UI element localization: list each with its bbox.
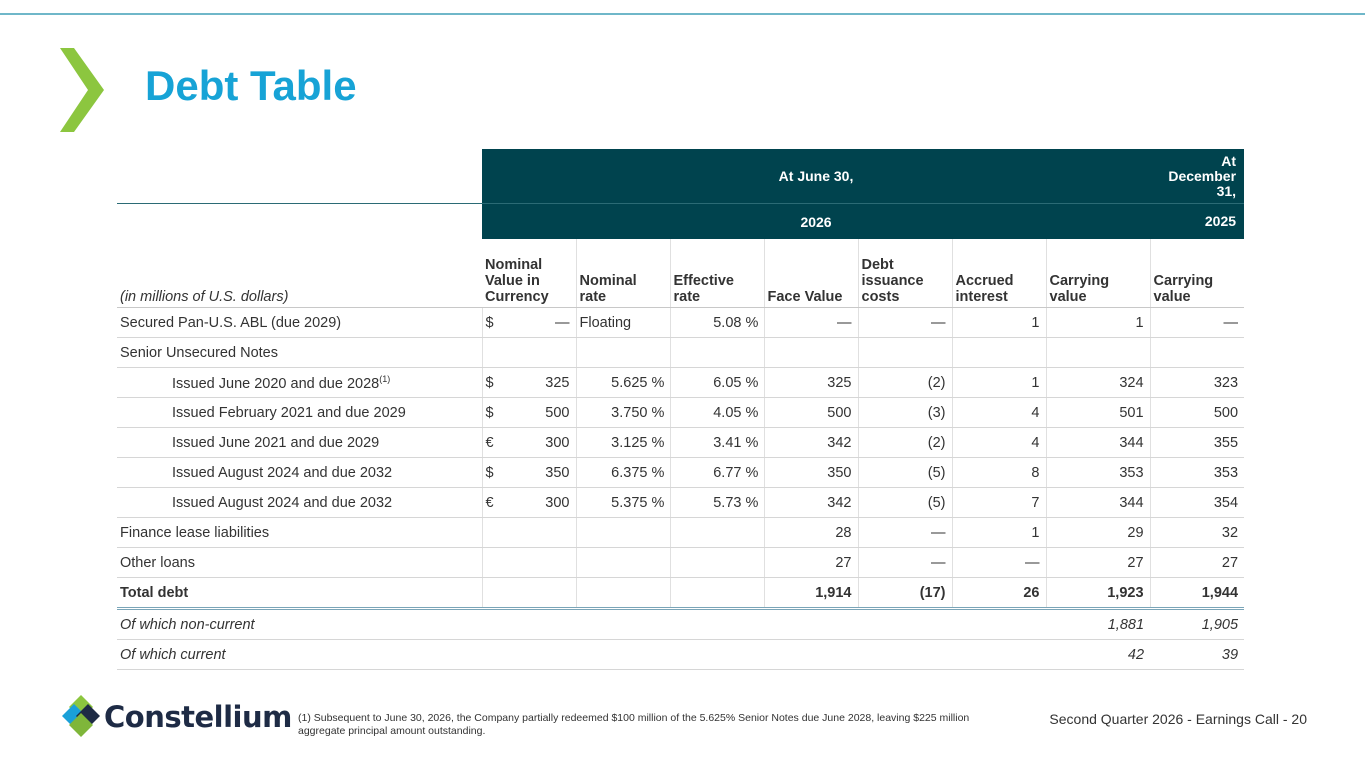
current-row <box>117 640 1244 670</box>
carrying-value: 27 <box>1046 548 1150 578</box>
face-value: — <box>764 308 858 338</box>
current-label: Of which current <box>117 640 1046 670</box>
face-value: 325 <box>764 368 858 398</box>
table-row <box>117 488 1244 518</box>
nominal-rate-cell <box>576 518 670 548</box>
effective-rate-cell <box>670 548 764 578</box>
nominal-rate-cell <box>576 488 670 518</box>
carrying-value: 344 <box>1046 488 1150 518</box>
percent-sign: % <box>745 464 759 481</box>
constellium-logo-icon <box>62 695 100 737</box>
nominal-value: 350 <box>545 464 570 481</box>
column-header: Debt issuance costs <box>858 239 952 308</box>
nominal-value: 300 <box>545 434 570 451</box>
row-label <box>117 458 482 488</box>
carrying-value-prior: 353 <box>1150 458 1244 488</box>
total-row <box>117 578 1244 609</box>
table-row <box>117 548 1244 578</box>
debt-issuance-costs: (2) <box>858 428 952 458</box>
accrued-interest: 4 <box>952 398 1046 428</box>
header-spacer <box>117 149 482 204</box>
total-label: Total debt <box>117 578 482 609</box>
row-label-text: Secured Pan-U.S. ABL (due 2029) <box>120 314 342 331</box>
row-label <box>117 308 482 338</box>
column-header: Carrying value <box>1046 239 1150 308</box>
nominal-rate-cell <box>576 428 670 458</box>
carrying-value: 29 <box>1046 518 1150 548</box>
units-label: (in millions of U.S. dollars) <box>117 239 482 308</box>
accrued-interest: 4 <box>952 428 1046 458</box>
total-face-value: 1,914 <box>764 578 858 609</box>
effective-rate: 5.08 <box>713 314 742 331</box>
face-value: 27 <box>764 548 858 578</box>
row-label-text: Finance lease liabilities <box>120 524 270 541</box>
carrying-value-prior: 354 <box>1150 488 1244 518</box>
currency-symbol: € <box>485 494 494 511</box>
currency-symbol: $ <box>485 464 494 481</box>
year-header-left: 2026 <box>482 204 1150 240</box>
debt-issuance-costs: (5) <box>858 488 952 518</box>
column-header: Nominal rate <box>576 239 670 308</box>
nominal-value-cell <box>482 368 576 398</box>
chevron-icon <box>60 48 104 132</box>
nominal-value-cell <box>482 308 576 338</box>
currency-symbol: $ <box>485 314 494 331</box>
effective-rate-cell <box>670 488 764 518</box>
currency-symbol: € <box>485 434 494 451</box>
nominal-value-cell <box>482 398 576 428</box>
percent-sign: % <box>651 374 665 391</box>
nominal-value: — <box>555 314 570 331</box>
nominal-rate-cell <box>576 458 670 488</box>
accrued-interest <box>952 338 1046 368</box>
nominal-value-cell <box>482 488 576 518</box>
nominal-value-cell <box>482 338 576 368</box>
effective-rate: 6.77 <box>713 464 742 481</box>
percent-sign: % <box>745 404 759 421</box>
effective-rate-cell <box>670 428 764 458</box>
column-header: Effective rate <box>670 239 764 308</box>
total-debt-issuance-costs: (17) <box>858 578 952 609</box>
debt-issuance-costs: (3) <box>858 398 952 428</box>
effective-rate: 3.41 <box>713 434 742 451</box>
nominal-rate: 5.625 <box>611 374 648 391</box>
nominal-rate: 5.375 <box>611 494 648 511</box>
debt-issuance-costs: — <box>858 308 952 338</box>
nominal-rate: 6.375 <box>611 464 648 481</box>
nominal-value: 325 <box>545 374 570 391</box>
empty-cell <box>576 578 670 609</box>
debt-table <box>117 149 1244 670</box>
row-label <box>117 488 482 518</box>
row-label <box>117 428 482 458</box>
accrued-interest: 1 <box>952 518 1046 548</box>
face-value: 500 <box>764 398 858 428</box>
table-row <box>117 308 1244 338</box>
row-label-text: Issued February 2021 and due 2029 <box>172 404 406 421</box>
accrued-interest: 7 <box>952 488 1046 518</box>
face-value: 28 <box>764 518 858 548</box>
effective-rate: 6.05 <box>713 374 742 391</box>
column-header: Accrued interest <box>952 239 1046 308</box>
row-label-text: Issued August 2024 and due 2032 <box>172 464 393 481</box>
current-carrying-value: 42 <box>1046 640 1150 670</box>
row-label-text: Issued August 2024 and due 2032 <box>172 494 393 511</box>
table-row <box>117 458 1244 488</box>
face-value: 342 <box>764 488 858 518</box>
carrying-value-prior: 355 <box>1150 428 1244 458</box>
effective-rate-cell <box>670 368 764 398</box>
table-row <box>117 518 1244 548</box>
effective-rate-cell <box>670 518 764 548</box>
page-title: Debt Table <box>145 62 357 109</box>
debt-issuance-costs: (2) <box>858 368 952 398</box>
noncurrent-carrying-value-prior: 1,905 <box>1150 609 1244 640</box>
nominal-value-cell <box>482 428 576 458</box>
nominal-rate-cell <box>576 398 670 428</box>
table-row <box>117 428 1244 458</box>
carrying-value-prior: 32 <box>1150 518 1244 548</box>
percent-sign: % <box>745 494 759 511</box>
noncurrent-carrying-value: 1,881 <box>1046 609 1150 640</box>
carrying-value: 353 <box>1046 458 1150 488</box>
nominal-value-cell <box>482 548 576 578</box>
row-label-text: Issued June 2020 and due 2028 <box>172 375 380 392</box>
debt-issuance-costs: (5) <box>858 458 952 488</box>
face-value <box>764 338 858 368</box>
effective-rate-cell <box>670 308 764 338</box>
effective-rate: 5.73 <box>713 494 742 511</box>
row-label-text: Other loans <box>120 554 195 571</box>
table-row <box>117 338 1244 368</box>
current-carrying-value-prior: 39 <box>1150 640 1244 670</box>
total-carrying-value: 1,923 <box>1046 578 1150 609</box>
carrying-value-prior <box>1150 338 1244 368</box>
percent-sign: % <box>651 494 665 511</box>
nominal-rate-cell <box>576 308 670 338</box>
row-label <box>117 548 482 578</box>
nominal-rate-cell <box>576 368 670 398</box>
carrying-value-prior: 27 <box>1150 548 1244 578</box>
percent-sign: % <box>651 464 665 481</box>
band-header-left: At June 30, <box>482 149 1150 204</box>
accrued-interest: 1 <box>952 368 1046 398</box>
row-label-text: Issued June 2021 and due 2029 <box>172 434 380 451</box>
nominal-value-cell <box>482 458 576 488</box>
effective-rate-cell <box>670 338 764 368</box>
total-carrying-value-prior: 1,944 <box>1150 578 1244 609</box>
nominal-rate: 3.125 <box>611 434 648 451</box>
currency-symbol: $ <box>485 374 494 391</box>
accrued-interest: — <box>952 548 1046 578</box>
band-header-right: At December 31, <box>1150 149 1244 204</box>
accrued-interest: 8 <box>952 458 1046 488</box>
debt-issuance-costs: — <box>858 518 952 548</box>
nominal-value: 300 <box>545 494 570 511</box>
noncurrent-label: Of which non-current <box>117 609 1046 640</box>
row-label <box>117 368 482 398</box>
year-header-right: 2025 <box>1150 204 1244 240</box>
carrying-value: 344 <box>1046 428 1150 458</box>
header-spacer <box>117 204 482 240</box>
percent-sign: % <box>745 374 759 391</box>
nominal-value-cell <box>482 518 576 548</box>
carrying-value: 501 <box>1046 398 1150 428</box>
column-header: Nominal Value in Currency <box>482 239 576 308</box>
row-label <box>117 338 482 368</box>
nominal-rate-cell <box>576 548 670 578</box>
face-value: 350 <box>764 458 858 488</box>
currency-symbol: $ <box>485 404 494 421</box>
effective-rate-cell <box>670 398 764 428</box>
footnote-marker: (1) <box>379 373 391 384</box>
footnote: (1) Subsequent to June 30, 2026, the Company partially redeemed $100 million of the 5.625% Senior Notes due June 2028, leaving $225 million aggregate principal amount outstanding. <box>298 712 970 737</box>
logo-text: Constellium <box>104 700 292 734</box>
percent-sign: % <box>651 434 665 451</box>
accrued-interest: 1 <box>952 308 1046 338</box>
empty-cell <box>670 578 764 609</box>
row-label-text: Senior Unsecured Notes <box>120 344 278 361</box>
face-value: 342 <box>764 428 858 458</box>
noncurrent-row <box>117 609 1244 640</box>
column-header: Face Value <box>764 239 858 308</box>
row-label <box>117 398 482 428</box>
nominal-rate-cell <box>576 338 670 368</box>
carrying-value <box>1046 338 1150 368</box>
row-label <box>117 518 482 548</box>
nominal-rate: 3.750 <box>611 404 648 421</box>
total-accrued-interest: 26 <box>952 578 1046 609</box>
table-row <box>117 398 1244 428</box>
page-reference: Second Quarter 2026 - Earnings Call - 20 <box>1049 711 1307 727</box>
effective-rate-cell <box>670 458 764 488</box>
percent-sign: % <box>745 434 759 451</box>
percent-sign: % <box>745 314 759 331</box>
nominal-value: 500 <box>545 404 570 421</box>
carrying-value-prior: — <box>1150 308 1244 338</box>
top-rule <box>0 13 1365 15</box>
column-header: Carrying value <box>1150 239 1244 308</box>
debt-issuance-costs: — <box>858 548 952 578</box>
nominal-rate: Floating <box>579 314 632 331</box>
carrying-value: 1 <box>1046 308 1150 338</box>
carrying-value-prior: 323 <box>1150 368 1244 398</box>
carrying-value: 324 <box>1046 368 1150 398</box>
percent-sign: % <box>651 404 665 421</box>
debt-issuance-costs <box>858 338 952 368</box>
empty-cell <box>482 578 576 609</box>
table-row <box>117 368 1244 398</box>
effective-rate: 4.05 <box>713 404 742 421</box>
carrying-value-prior: 500 <box>1150 398 1244 428</box>
